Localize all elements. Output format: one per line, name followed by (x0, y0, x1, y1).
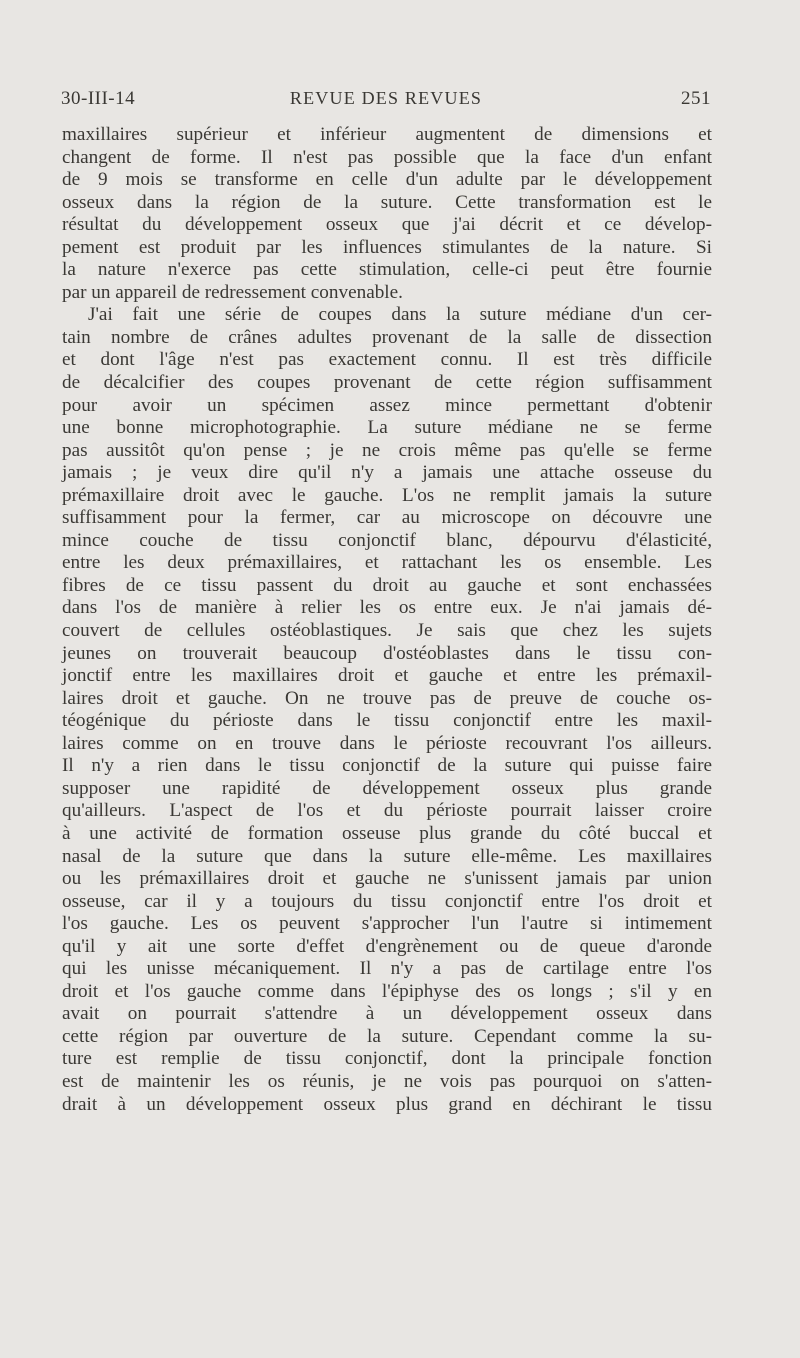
page-number: 251 (681, 88, 711, 109)
text-line: une bonne microphotographie. La suture médiane ne se ferme (62, 417, 712, 439)
text-line: de décalcifier des coupes provenant de cette région suffisamment (62, 372, 712, 394)
text-line: à une activité de formation osseuse plus grande du côté buccal et (62, 822, 712, 844)
text-line: qui les unisse mécaniquement. Il n'y a pas de cartilage entre l'os (62, 958, 712, 980)
text-line: laires comme on en trouve dans le périoste recouvrant l'os ailleurs. (62, 732, 712, 754)
text-line: ture est remplie de tissu conjonctif, dont la principale fonction (62, 1048, 712, 1070)
text-line: dans l'os de manière à relier les os entre eux. Je n'ai jamais dé- (62, 597, 712, 619)
text-line: entre les deux prémaxillaires, et rattachant les os ensemble. Les (62, 552, 712, 574)
text-line: mince couche de tissu conjonctif blanc, dépourvu d'élasticité, (62, 529, 712, 551)
text-line: avait on pourrait s'attendre à un développement osseux dans (62, 1003, 712, 1025)
text-line: suffisamment pour la fermer, car au microscope on découvre une (62, 507, 712, 529)
running-header (61, 88, 711, 118)
text-line: de 9 mois se transforme en celle d'un adulte par le développement (62, 169, 712, 191)
text-line: droit et l'os gauche comme dans l'épiphyse des os longs ; s'il y en (62, 980, 712, 1002)
text-line: par un appareil de redressement convenable. (62, 281, 403, 303)
text-line: jamais ; je veux dire qu'il n'y a jamais une attache osseuse du (62, 462, 712, 484)
body-text (62, 124, 712, 1116)
text-line: ou les prémaxillaires droit et gauche ne s'unissent jamais par union (62, 868, 712, 890)
text-line: fibres de ce tissu passent du droit au gauche et sont enchassées (62, 574, 712, 596)
text-line: qu'ailleurs. L'aspect de l'os et du périoste pourrait laisser croire (62, 800, 712, 822)
text-line: pas aussitôt qu'on pense ; je ne crois même pas qu'elle se ferme (62, 439, 712, 461)
text-line: Il n'y a rien dans le tissu conjonctif de la suture qui puisse faire (62, 755, 712, 777)
text-line: pement est produit par les influences stimulantes de la nature. Si (62, 236, 712, 258)
text-line: laires droit et gauche. On ne trouve pas de preuve de couche os- (62, 687, 712, 709)
text-line: osseux dans la région de la suture. Cette transformation est le (62, 191, 712, 213)
text-line: maxillaires supérieur et inférieur augmentent de dimensions et (62, 124, 712, 145)
text-line: et dont l'âge n'est pas exactement connu. Il est très difficile (62, 349, 712, 371)
text-line: jeunes on trouverait beaucoup d'ostéoblastes dans le tissu con- (62, 642, 712, 664)
text-line: drait à un développement osseux plus grand en déchirant le tissu (62, 1093, 712, 1115)
text-line: qu'il y ait une sorte d'effet d'engrènement ou de queue d'aronde (62, 935, 712, 957)
text-line: osseuse, car il y a toujours du tissu conjonctif entre l'os droit et (62, 890, 712, 912)
text-line: l'os gauche. Les os peuvent s'approcher l'un l'autre si intimement (62, 913, 712, 935)
text-line: J'ai fait une série de coupes dans la suture médiane d'un cer- (88, 304, 712, 326)
paragraph-2 (62, 304, 712, 1116)
text-line: la nature n'exerce pas cette stimulation, celle-ci peut être fournie (62, 259, 712, 281)
text-line: téogénique du périoste dans le tissu conjonctif entre les maxil- (62, 710, 712, 732)
text-line: cette région par ouverture de la suture. Cependant comme la su- (62, 1025, 712, 1047)
text-line: résultat du développement osseux que j'ai décrit et ce dévelop- (62, 214, 712, 236)
paragraph-1 (62, 124, 712, 304)
text-line: pour avoir un spécimen assez mince permettant d'obtenir (62, 394, 712, 416)
header-journal-title: REVUE DES REVUES (289, 88, 483, 108)
text-line: supposer une rapidité de développement osseux plus grande (62, 777, 712, 799)
text-line: changent de forme. Il n'est pas possible que la face d'un enfant (62, 146, 712, 168)
text-line: prémaxillaire droit avec le gauche. L'os ne remplit jamais la suture (62, 484, 712, 506)
text-line: nasal de la suture que dans la suture elle-même. Les maxillaires (62, 845, 712, 867)
text-line: jonctif entre les maxillaires droit et gauche et entre les prémaxil- (62, 665, 712, 687)
text-line: couvert de cellules ostéoblastiques. Je sais que chez les sujets (62, 620, 712, 642)
text-line: tain nombre de crânes adultes provenant de la salle de dissection (62, 326, 712, 348)
header-date: 30-III-14 (61, 88, 136, 109)
text-line: est de maintenir les os réunis, je ne vois pas pourquoi on s'atten- (62, 1070, 712, 1092)
